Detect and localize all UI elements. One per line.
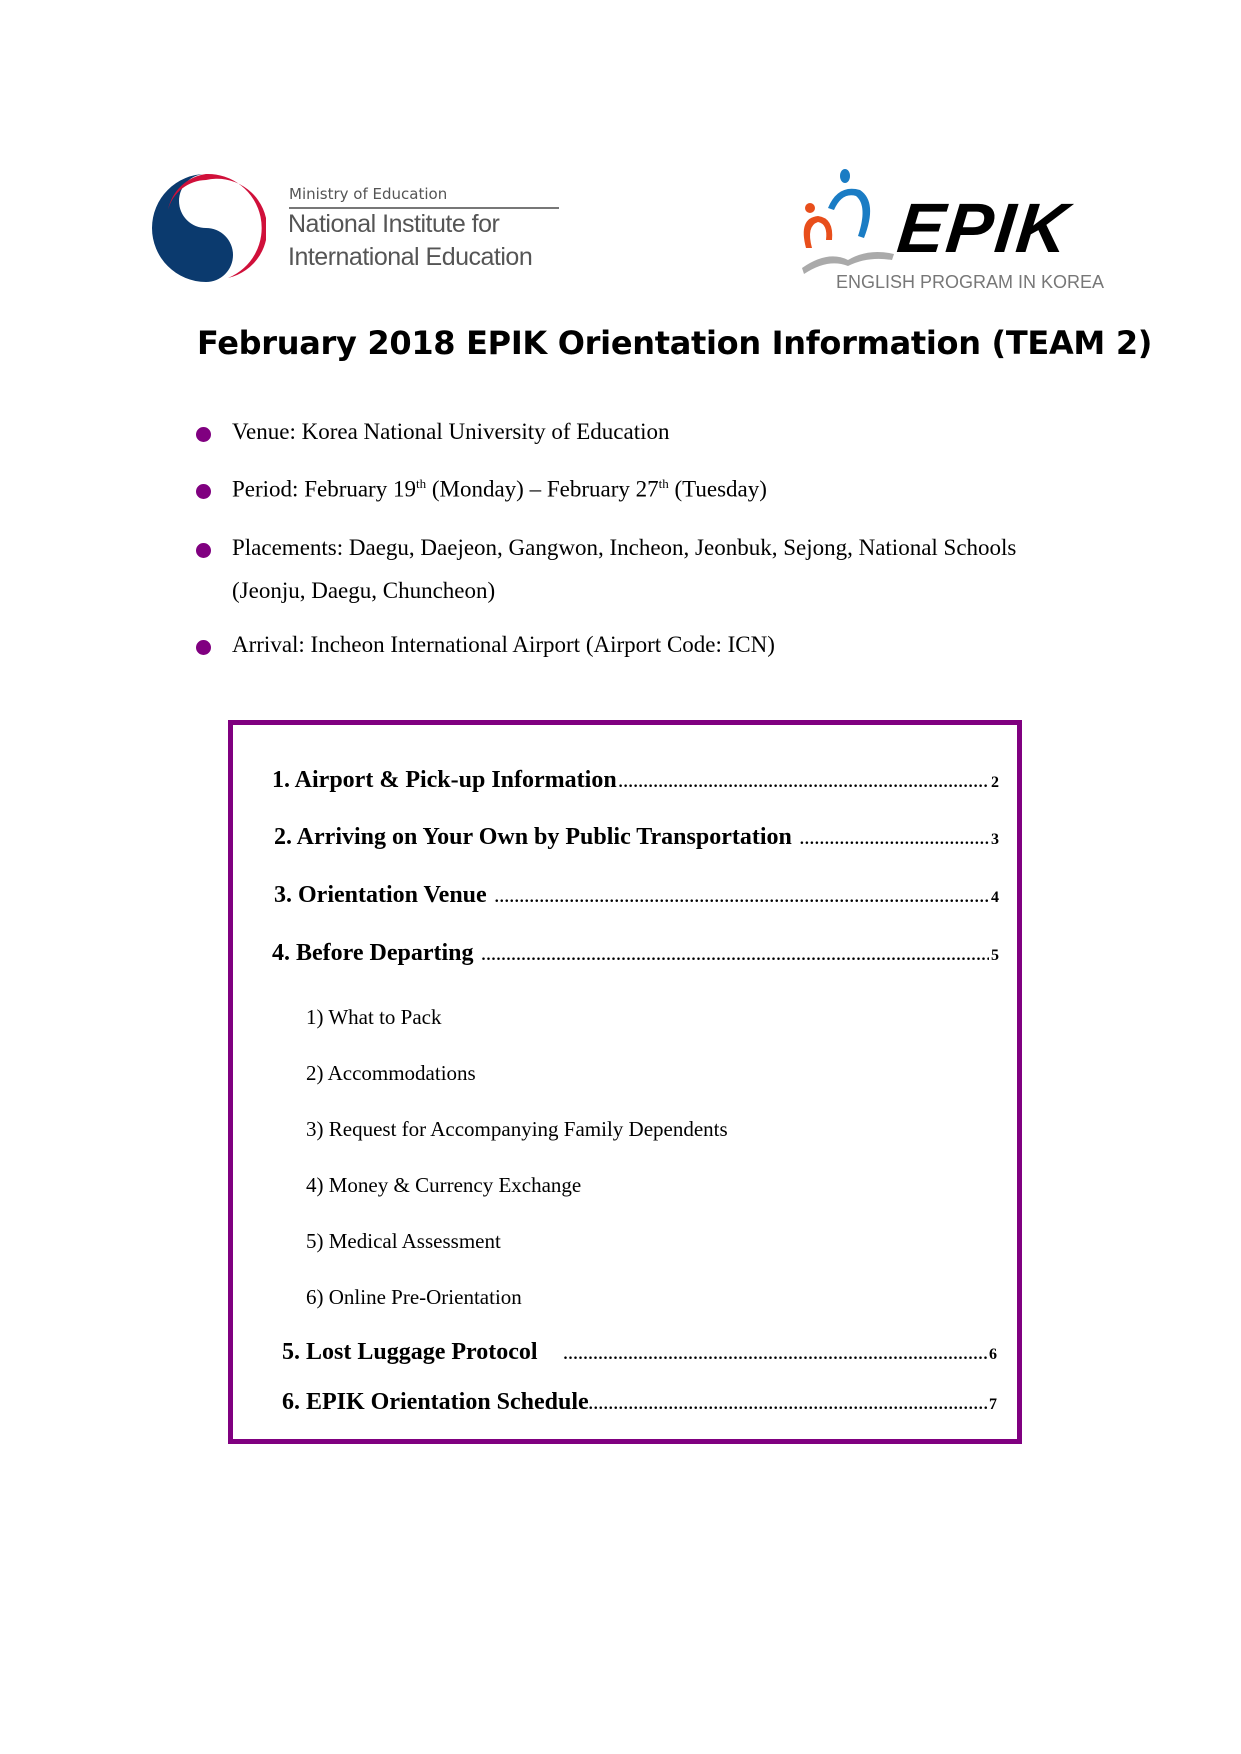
ministry-label: Ministry of Education	[289, 185, 448, 203]
bullet-dot-icon	[196, 484, 211, 499]
toc-subitem[interactable]: 6) Online Pre-Orientation	[306, 1285, 522, 1309]
bullet-text: Venue: Korea National University of Education	[232, 419, 670, 444]
toc-entry-2[interactable]: 2. Arriving on Your Own by Public Transportation ..... 3	[274, 824, 999, 851]
toc-subitem[interactable]: 5) Medical Assessment	[306, 1229, 501, 1253]
institute-name-line1: National Institute for	[288, 210, 500, 238]
page-title: February 2018 EPIK Orientation Information (TEAM 2)	[197, 324, 1153, 362]
toc-entry-1[interactable]: 1. Airport & Pick-up Information ..... 2	[272, 767, 999, 794]
epik-figures-icon	[798, 168, 898, 280]
toc-entry-5[interactable]: 5. Lost Luggage Protocol ..... 6	[282, 1339, 997, 1366]
toc-entry-6[interactable]: 6. EPIK Orientation Schedule ..... 7	[282, 1389, 997, 1416]
bullet-dot-icon	[196, 543, 211, 558]
bullet-text-continued: (Jeonju, Daegu, Chuncheon)	[232, 578, 496, 603]
bullet-text: Period: February 19th (Monday) – February 27th (Tuesday)	[232, 476, 767, 502]
epik-wordmark: EPIK	[893, 189, 1074, 267]
taegeuk-logo-icon	[146, 170, 266, 285]
logo-divider	[289, 207, 559, 209]
bullet-text: Arrival: Incheon International Airport (Airport Code: ICN)	[232, 632, 775, 657]
table-of-contents	[228, 720, 1022, 1444]
toc-entry-4[interactable]: 4. Before Departing ..... 5	[272, 940, 999, 967]
toc-subitem[interactable]: 4) Money & Currency Exchange	[306, 1173, 582, 1197]
toc-entry-3[interactable]: 3. Orientation Venue ..... 4	[274, 882, 999, 909]
epik-subtitle: ENGLISH PROGRAM IN KOREA	[836, 272, 1105, 292]
bullet-dot-icon	[196, 427, 211, 442]
toc-subitem[interactable]: 2) Accommodations	[306, 1061, 476, 1085]
toc-subitem[interactable]: 3) Request for Accompanying Family Dependents	[306, 1117, 728, 1141]
bullet-text: Placements: Daegu, Daejeon, Gangwon, Incheon, Jeonbuk, Sejong, National Schools	[232, 535, 1017, 560]
institute-name-line2: International Education	[288, 243, 533, 271]
bullet-dot-icon	[196, 640, 211, 655]
toc-subitem[interactable]: 1) What to Pack	[306, 1005, 442, 1029]
